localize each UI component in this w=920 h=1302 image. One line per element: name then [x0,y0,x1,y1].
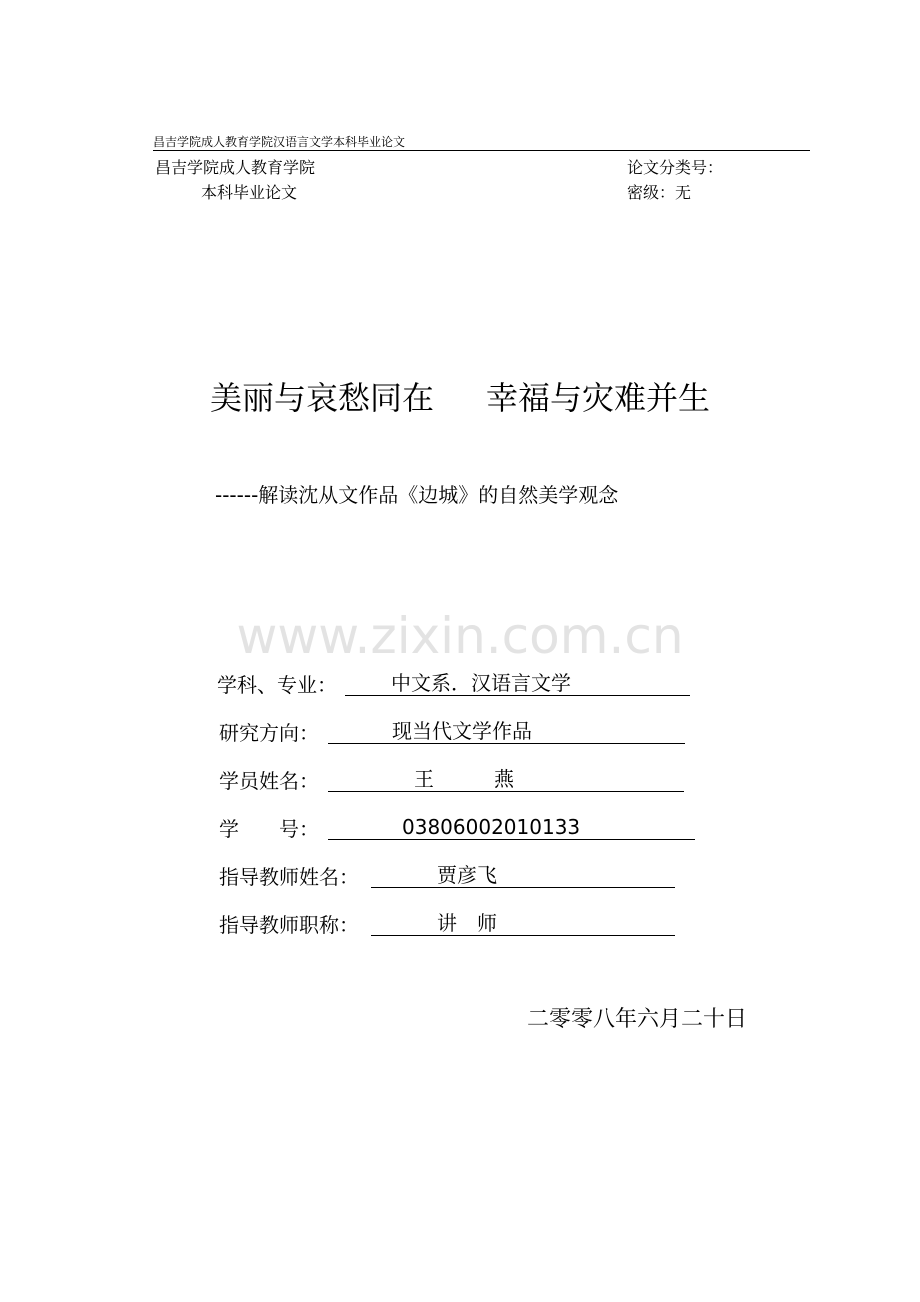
watermark: www.zixin.com.cn [236,607,684,665]
student-id-label: 学 号： [219,817,319,841]
student-id-value: 03806002010133 [328,815,695,840]
student-name-value: 王 燕 [328,767,684,792]
thesis-subtitle: ------解读沈从文作品《边城》的自然美学观念 [215,483,619,507]
advisor-name-label: 指导教师姓名： [219,865,359,889]
major-label: 学科、专业： [217,673,337,697]
direction-label: 研究方向： [219,721,319,745]
degree-type: 本科毕业论文 [201,183,298,202]
thesis-title-part2: 幸福与灾难并生 [486,379,711,417]
advisor-title-value: 讲 师 [371,911,675,936]
thesis-title-part1: 美丽与哀愁同在 [209,379,434,417]
classification-label: 论文分类号： [627,158,724,177]
advisor-name-value: 贾彦飞 [371,863,675,888]
institution-name: 昌吉学院成人教育学院 [155,158,316,177]
thesis-title [0,378,920,418]
direction-value: 现当代文学作品 [328,719,685,744]
running-header: 昌吉学院成人教育学院汉语言文学本科毕业论文 [153,135,810,151]
submission-date: 二零零八年六月二十日 [527,1007,748,1032]
student-name-label: 学员姓名： [219,769,319,793]
secrecy-label: 密级：无 [627,183,692,202]
advisor-title-label: 指导教师职称： [219,913,359,937]
major-value: 中文系．汉语言文学 [345,671,690,696]
